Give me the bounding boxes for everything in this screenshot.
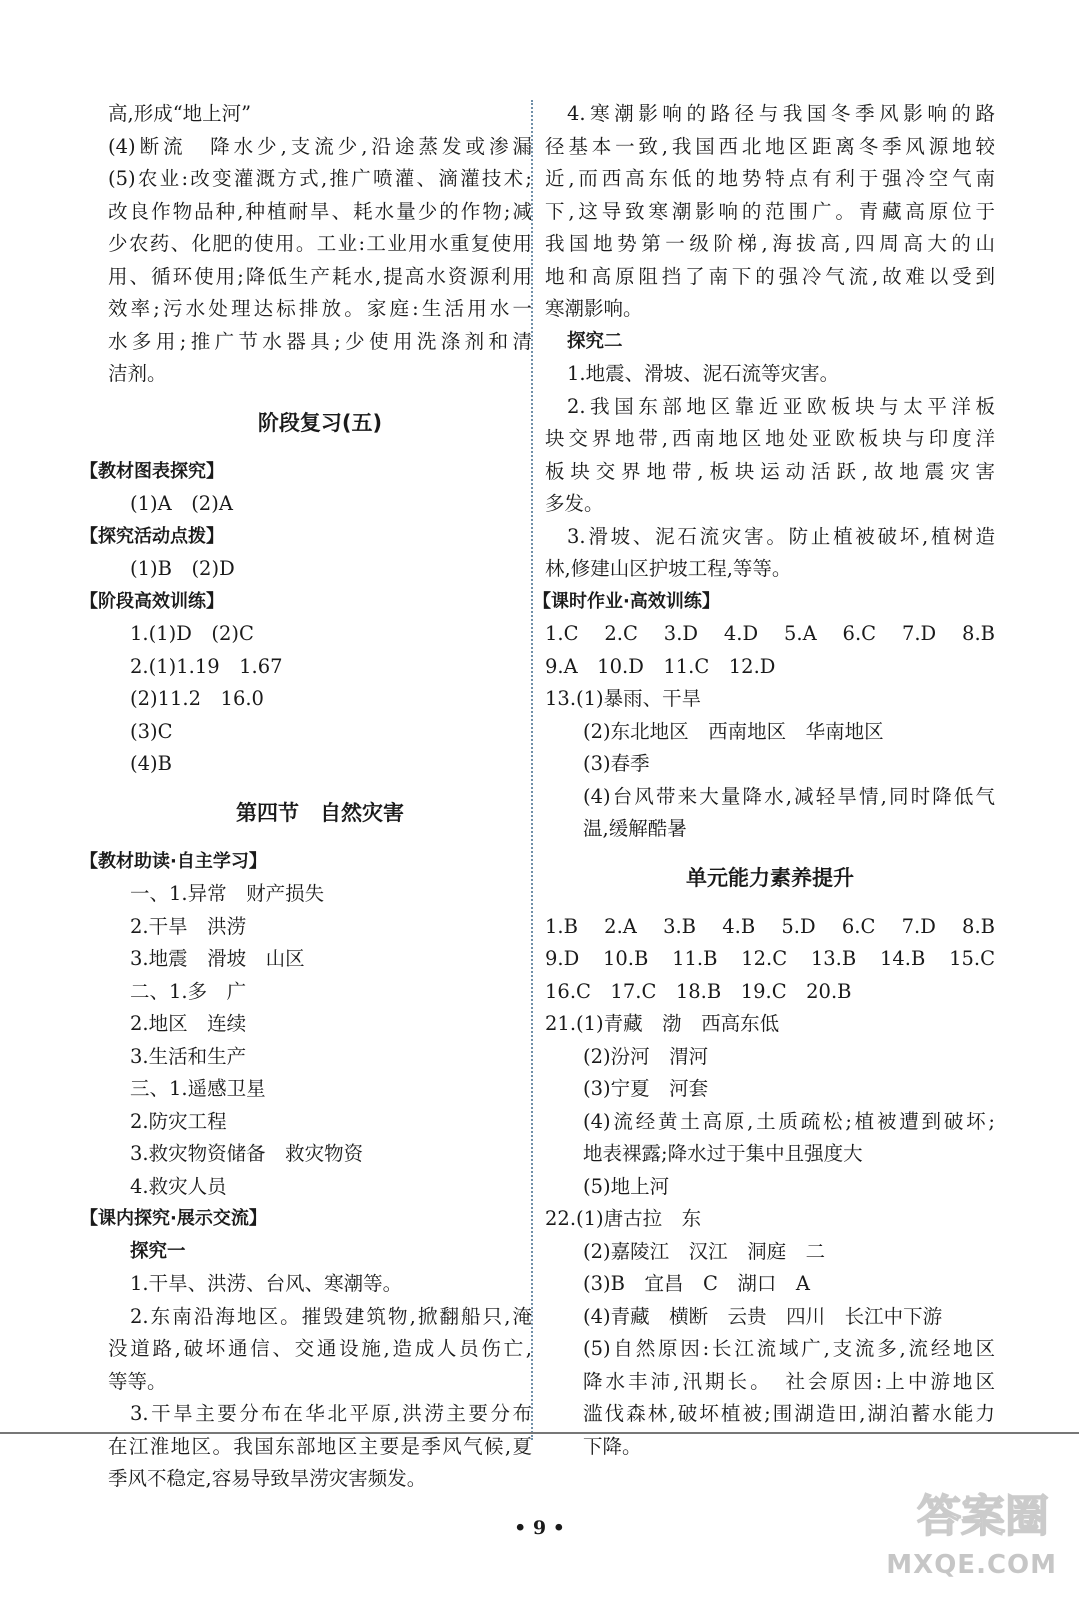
text-line: 近,而西高东低的地势特点有利于强冷空气南 (545, 167, 995, 190)
text-line: 9.A 10.D 11.C 12.D (545, 654, 776, 678)
text-line: 效率;污水处理达标排放。家庭:生活用水一 (108, 297, 532, 320)
left-column (80, 98, 532, 1496)
text-line: 3.滑坡、泥石流灾害。防止植被破坏,植树造 (567, 524, 995, 548)
text-line: 水多用;推广节水器具;少使用洗涤剂和清 (108, 329, 532, 353)
subsection-label: 【课内探究·展示交流】 (80, 1208, 267, 1229)
text-line: 少农药、化肥的使用。工业:工业用水重复使用 (108, 232, 532, 255)
text-line: 降水丰沛,汛期长。 社会原因:上中游地区 (583, 1369, 995, 1393)
text-line: (4)断流 降水少,支流少,沿途蒸发或渗漏 (108, 134, 532, 158)
text-line: 滥伐森林,破坏植被;围湖造田,湖泊蓄水能力 (583, 1402, 995, 1425)
text-line: 块交界地带,西南地区地处亚欧板块与印度洋 (545, 427, 995, 450)
page-bottom-rule (0, 1432, 1079, 1434)
text-line: 季风不稳定,容易导致旱涝灾害频发。 (108, 1467, 427, 1490)
text-line: 1.地震、滑坡、泥石流等灾害。 (567, 362, 840, 385)
subsection-label: 【教材图表探究】 (80, 460, 224, 482)
text-line: 多发。 (545, 492, 604, 515)
text-line: 洁剂。 (108, 362, 167, 385)
text-line: 我国地势第一级阶梯,海拔高,四周高大的山 (545, 232, 995, 255)
text-line: 一、1.异常 财产损失 (130, 882, 325, 905)
subsection-label: 【课时作业·高效训练】 (533, 590, 720, 612)
text-line: 3.地震 滑坡 山区 (130, 947, 305, 970)
text-line: (3)春季 (583, 752, 650, 775)
text-line: 二、1.多 广 (130, 979, 247, 1003)
subsection-label: 【阶段高效训练】 (80, 590, 224, 612)
text-line: 2.东南沿海地区。摧毁建筑物,掀翻船只,淹 (130, 1304, 532, 1328)
text-line: 板块交界地带,板块运动活跃,故地震灾害 (545, 459, 995, 483)
text-line: (2)东北地区 西南地区 华南地区 (583, 719, 884, 743)
section-heading: 阶段复习(五) (257, 410, 383, 435)
text-line: 高,形成“地上河” (108, 102, 252, 125)
text-line: 3.生活和生产 (130, 1044, 247, 1068)
watermark-cn: 答案圈 (917, 1491, 1049, 1542)
text-line: 2.地区 连续 (130, 1012, 247, 1035)
text-line: (2)11.2 16.0 (130, 687, 264, 710)
text-line: (4)流经黄土高原,土质疏松;植被遭到破坏; (583, 1109, 995, 1133)
text-line: 9.D 10.B 11.B 12.C 13.B 14.B 15.C (545, 947, 995, 970)
text-line: 2.干旱 洪涝 (130, 914, 247, 938)
text-line: 13.(1)暴雨、干旱 (545, 687, 702, 710)
text-line: 三、1.遥感卫星 (130, 1077, 266, 1100)
text-line: 4.寒潮影响的路径与我国冬季风影响的路 (567, 102, 995, 125)
text-line: 改良作物品种,种植耐旱、耗水量少的作物;减 (108, 199, 532, 223)
text-line: 温,缓解酷暑 (583, 817, 687, 840)
text-line: 3.救灾物资储备 救灾物资 (130, 1142, 364, 1165)
subsection-label: 【探究活动点拨】 (80, 525, 224, 547)
text-line: (4)青藏 横断 云贵 四川 长江中下游 (583, 1304, 943, 1328)
text-line: 2.防灾工程 (130, 1109, 227, 1133)
text-line: (5)自然原因:长江流域广,支流多,流经地区 (583, 1337, 995, 1360)
text-line: (4)B (130, 752, 172, 775)
text-line: 1.C 2.C 3.D 4.D 5.A 6.C 7.D 8.B (545, 622, 995, 645)
text-line: 1.干旱、洪涝、台风、寒潮等。 (130, 1272, 403, 1295)
text-line: 1.(1)D (2)C (130, 622, 254, 645)
text-line: 林,修建山区护坡工程,等等。 (545, 557, 792, 580)
text-line: (2)嘉陵江 汉江 洞庭 二 (583, 1239, 826, 1263)
text-line: 地和高原阻挡了南下的强冷气流,故难以受到 (545, 264, 995, 288)
inquiry-label: 探究一 (130, 1240, 186, 1262)
section-heading: 单元能力素养提升 (686, 865, 854, 890)
right-column (533, 98, 995, 1463)
text-line: 2.(1)1.19 1.67 (130, 654, 283, 678)
section-heading: 第四节 自然灾害 (236, 800, 404, 825)
text-line: 3.干旱主要分布在华北平原,洪涝主要分布 (130, 1402, 532, 1425)
text-line: 2.我国东部地区靠近亚欧板块与太平洋板 (567, 394, 995, 418)
watermark-url: MXQE.COM (886, 1550, 1057, 1580)
text-line: 等等。 (108, 1369, 167, 1393)
text-line: 用、循环使用;降低生产耗水,提高水资源利用 (108, 264, 532, 288)
text-line: 21.(1)青藏 渤 西高东低 (545, 1012, 780, 1035)
text-line: (3)B 宜昌 C 湖口 A (583, 1272, 810, 1295)
text-line: 在江淮地区。我国东部地区主要是季风气候,夏 (108, 1434, 532, 1458)
text-line: 1.B 2.A 3.B 4.B 5.D 6.C 7.D 8.B (545, 914, 995, 938)
text-line: (3)C (130, 719, 173, 743)
text-line: (1)A (2)A (130, 492, 233, 515)
column-divider (531, 100, 533, 1440)
text-line: 4.救灾人员 (130, 1174, 227, 1198)
text-line: (3)宁夏 河套 (583, 1077, 709, 1100)
text-line: 寒潮影响。 (545, 297, 643, 320)
text-line: 16.C 17.C 18.B 19.C 20.B (545, 979, 852, 1003)
subsection-label: 【教材助读·自主学习】 (80, 850, 267, 872)
text-line: (4)台风带来大量降水,减轻旱情,同时降低气 (583, 784, 995, 808)
text-line: 下,这导致寒潮影响的范围广。青藏高原位于 (545, 199, 995, 223)
text-line: (1)B (2)D (130, 557, 235, 580)
page-number: • 9 • (514, 1517, 565, 1539)
text-line: (5)农业:改变灌溉方式,推广喷灌、滴灌技术; (108, 167, 532, 190)
text-line: 下降。 (583, 1434, 642, 1458)
text-line: 地表裸露;降水过于集中且强度大 (583, 1142, 863, 1165)
text-line: (5)地上河 (583, 1174, 670, 1198)
text-line: 没道路,破坏通信、交通设施,造成人员伤亡, (108, 1337, 532, 1360)
text-line: 径基本一致,我国西北地区距离冬季风源地较 (545, 134, 995, 158)
inquiry-label: 探究二 (567, 330, 623, 352)
text-line: (2)汾河 渭河 (583, 1044, 709, 1068)
text-line: 22.(1)唐古拉 东 (545, 1207, 702, 1230)
